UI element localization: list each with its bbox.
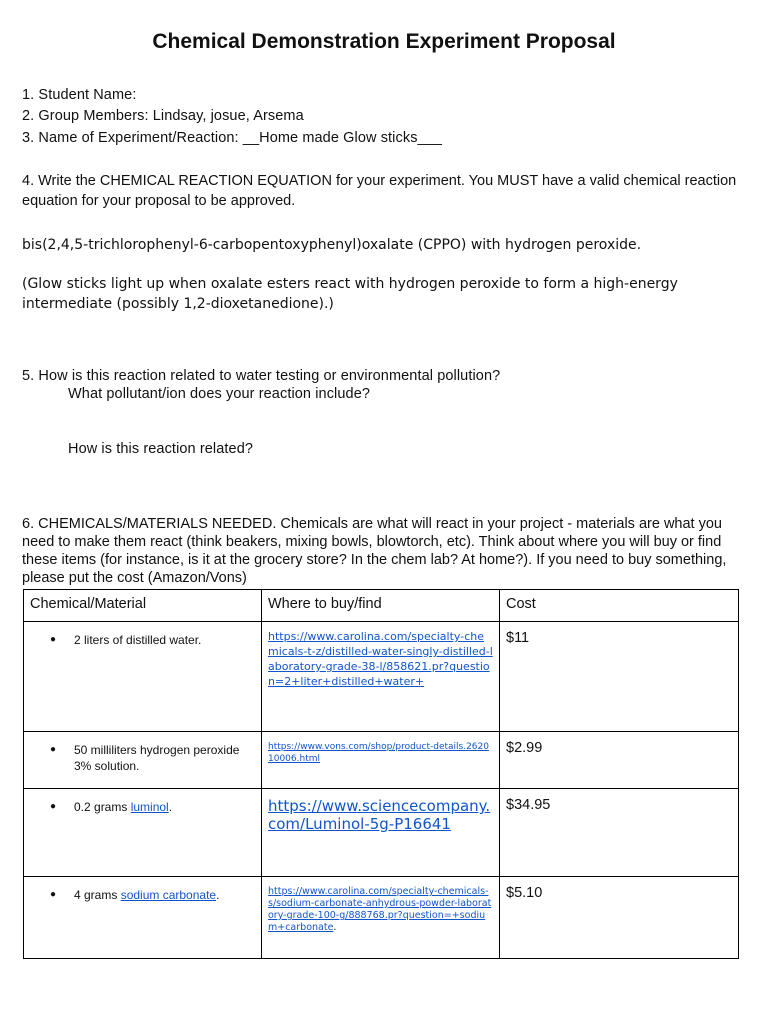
bullet-icon: ● bbox=[50, 744, 57, 755]
material-cell bbox=[24, 877, 262, 959]
relation-question: How is this reaction related? bbox=[68, 441, 254, 457]
material-cell bbox=[24, 732, 262, 789]
bullet-icon: ● bbox=[50, 801, 57, 812]
header-where: Where to buy/find bbox=[262, 590, 500, 622]
source-link[interactable]: https://www.carolina.com/specialty-chemicals-s/sodium-carbonate-anhydrous-powder-laboratory-grade-100-g/888768.pr?question=+sodium+carbonate bbox=[268, 886, 492, 933]
page-title: Chemical Demonstration Experiment Proposal bbox=[152, 30, 616, 53]
material-text: 50 milliliters hydrogen peroxide 3% solution. bbox=[74, 743, 240, 773]
source-cell bbox=[262, 732, 500, 789]
student-name-line: 1. Student Name: bbox=[22, 87, 137, 103]
cost-cell bbox=[500, 622, 739, 732]
cost-value: $2.99 bbox=[506, 740, 543, 756]
cost-cell bbox=[500, 732, 739, 789]
source-cell bbox=[262, 789, 500, 877]
group-members-line: 2. Group Members: Lindsay, josue, Arsema bbox=[22, 108, 304, 124]
material-cell bbox=[24, 622, 262, 732]
cost-value: $34.95 bbox=[506, 797, 551, 813]
material-text: 0.2 grams luminol. bbox=[74, 800, 173, 814]
table-row bbox=[24, 789, 739, 877]
source-cell bbox=[262, 877, 500, 959]
experiment-name-line: 3. Name of Experiment/Reaction: __Home made Glow sticks___ bbox=[22, 130, 443, 146]
link-suffix: . bbox=[333, 922, 337, 933]
materials-prompt: 6. CHEMICALS/MATERIALS NEEDED. Chemicals are what will react in your project - materials are what you need to make them react (think beakers, mixing bowls, blowtorch, etc). Think about where you will buy or find these items (for instance, is it at the grocery store? In the chem lab? At home?). If you need to buy something, please put the cost (Amazon/Vons) bbox=[22, 516, 727, 586]
source-link[interactable]: https://www.sciencecompany.com/Luminol-5g-P16641 bbox=[268, 797, 491, 833]
material-text: 4 grams sodium carbonate. bbox=[74, 888, 220, 902]
source-cell bbox=[262, 622, 500, 732]
bullet-icon: ● bbox=[50, 634, 57, 645]
sodium-carbonate-link[interactable]: sodium carbonate bbox=[120, 888, 217, 902]
material-text: 2 liters of distilled water. bbox=[74, 633, 202, 647]
reaction-explanation: (Glow sticks light up when oxalate esters react with hydrogen peroxide to form a high-energy intermediate (possibly 1,2-dioxetanedione).) bbox=[22, 276, 678, 312]
bullet-icon: ● bbox=[50, 889, 57, 900]
materials-table bbox=[23, 589, 739, 959]
material-cell bbox=[24, 789, 262, 877]
cost-cell bbox=[500, 877, 739, 959]
table-row bbox=[24, 877, 739, 959]
environment-prompt: 5. How is this reaction related to water testing or environmental pollution? bbox=[22, 368, 501, 384]
cost-cell bbox=[500, 789, 739, 877]
source-link[interactable]: https://www.vons.com/shop/product-details.262010006.html bbox=[268, 742, 489, 764]
table-row bbox=[24, 732, 739, 789]
table-row bbox=[24, 622, 739, 732]
reaction-equation: bis(2,4,5-trichlorophenyl-6-carbopentoxyphenyl)oxalate (CPPO) with hydrogen peroxide. bbox=[22, 237, 642, 253]
cost-value: $5.10 bbox=[506, 885, 543, 901]
cost-value: $11 bbox=[506, 630, 530, 646]
source-link[interactable]: https://www.carolina.com/specialty-chemicals-t-z/distilled-water-singly-distilled-laboratory-grade-38-l/858621.pr?question=2+liter+distilled+water+ bbox=[268, 630, 493, 688]
header-cost: Cost bbox=[500, 590, 739, 622]
header-chemical: Chemical/Material bbox=[24, 590, 262, 622]
pollutant-question: What pollutant/ion does your reaction include? bbox=[68, 386, 371, 402]
equation-prompt: 4. Write the CHEMICAL REACTION EQUATION for your experiment. You MUST have a valid chemical reaction equation for your proposal to be approved. bbox=[22, 173, 737, 209]
table-header-row bbox=[24, 590, 739, 622]
luminol-link[interactable]: luminol bbox=[130, 800, 169, 814]
